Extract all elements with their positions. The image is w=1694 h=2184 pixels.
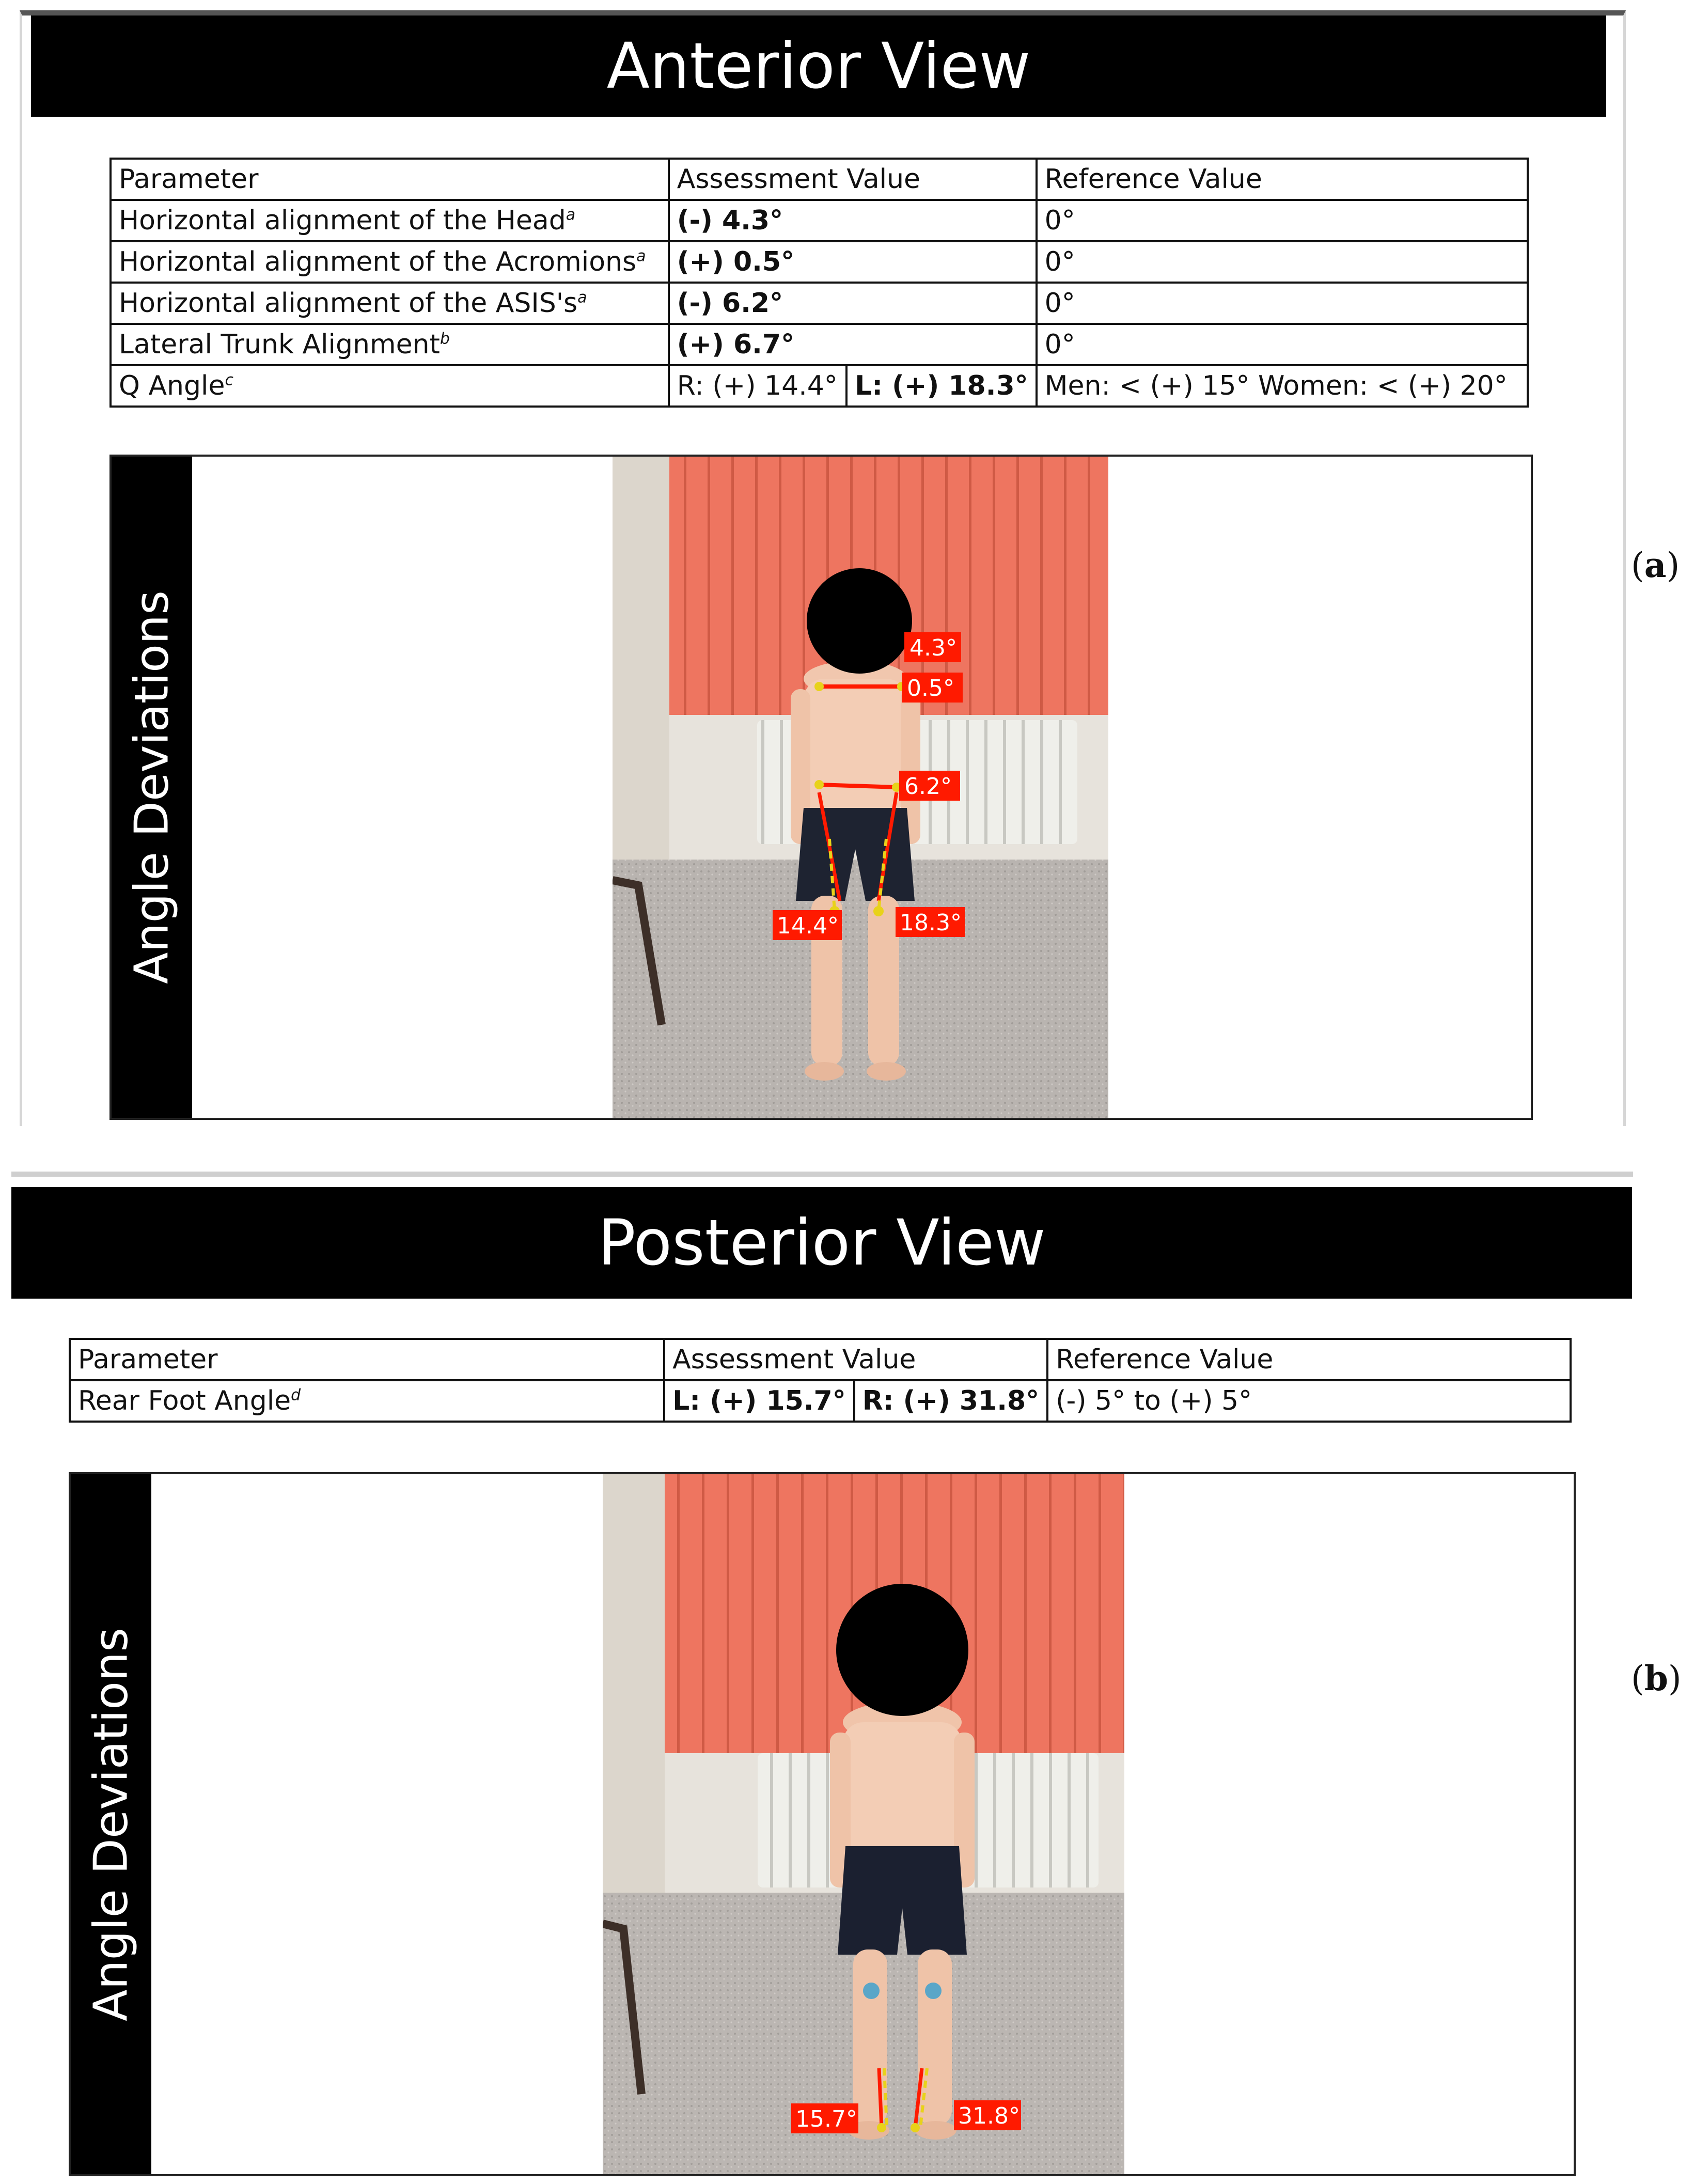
- ref-cell: 0°: [1037, 200, 1528, 241]
- value-cell: (+) 0.5°: [669, 241, 1037, 283]
- acromion-angle-label: 0.5°: [907, 675, 954, 701]
- header-reference-value: Reference Value: [1047, 1339, 1571, 1380]
- q-angle-right-label: 14.4°: [777, 913, 839, 939]
- head-angle-label: 4.3°: [909, 635, 957, 661]
- rear-foot-left-label: 15.7°: [795, 2106, 857, 2132]
- value-cell: (-) 6.2°: [669, 283, 1037, 324]
- posterior-parameter-table: [69, 1338, 1572, 1423]
- header-assessment-value: Assessment Value: [669, 159, 1037, 200]
- table-row: [111, 283, 1528, 324]
- ref-cell: 0°: [1037, 283, 1528, 324]
- rear-foot-right-cell: R: (+) 31.8°: [854, 1380, 1047, 1422]
- anterior-view-header: [31, 15, 1606, 117]
- q-angle-right-cell: R: (+) 14.4°: [669, 365, 846, 407]
- ref-cell: Men: < (+) 15° Women: < (+) 20°: [1037, 365, 1528, 407]
- header-parameter: Parameter: [111, 159, 669, 200]
- table-header-row: [111, 159, 1528, 200]
- ref-cell: 0°: [1037, 241, 1528, 283]
- anterior-view-title: Anterior View: [606, 29, 1031, 103]
- param-cell: Q Angle$^c$: [111, 365, 669, 407]
- angle-deviations-sidebar: [71, 1474, 151, 2174]
- posterior-view-header: [11, 1187, 1632, 1299]
- rear-foot-left-cell: L: (+) 15.7°: [664, 1380, 854, 1422]
- posterior-deviations-panel: [69, 1472, 1576, 2176]
- value-cell: (-) 4.3°: [669, 200, 1037, 241]
- header-parameter: Parameter: [70, 1339, 664, 1380]
- param-cell: Lateral Trunk Alignment$^b$: [111, 324, 669, 365]
- anterior-parameter-table: [109, 158, 1529, 408]
- header-assessment-value: Assessment Value: [664, 1339, 1047, 1380]
- value-cell: (+) 6.7°: [669, 324, 1037, 365]
- angle-deviations-label: Angle Deviations: [84, 1627, 138, 2021]
- q-angle-left-label: 18.3°: [900, 910, 962, 936]
- table-row: [70, 1380, 1571, 1422]
- ref-cell: 0°: [1037, 324, 1528, 365]
- param-cell: Rear Foot Angle$^d$: [70, 1380, 664, 1422]
- q-angle-left-cell: L: (+) 18.3°: [846, 365, 1037, 407]
- table-row: [111, 324, 1528, 365]
- anterior-posture-photo: [613, 457, 1108, 1118]
- panel-letter-a: (a): [1631, 545, 1680, 585]
- table-header-row: [70, 1339, 1571, 1380]
- panel-letter-b: (b): [1631, 1658, 1682, 1698]
- param-cell: Horizontal alignment of the Head$^a$: [111, 200, 669, 241]
- rear-foot-right-label: 31.8°: [958, 2103, 1020, 2129]
- param-cell: Horizontal alignment of the Acromions$^a$: [111, 241, 669, 283]
- table-row: [111, 241, 1528, 283]
- param-cell: Horizontal alignment of the $ASIS's^a$: [111, 283, 669, 324]
- angle-deviations-sidebar: [112, 457, 192, 1118]
- posterior-view-title: Posterior View: [598, 1206, 1046, 1280]
- table-row: [111, 200, 1528, 241]
- ref-cell: (-) 5° to (+) 5°: [1047, 1380, 1571, 1422]
- header-reference-value: Reference Value: [1037, 159, 1528, 200]
- angle-deviations-label: Angle Deviations: [124, 590, 179, 985]
- table-row: [111, 365, 1528, 407]
- posterior-posture-photo: [603, 1474, 1124, 2174]
- asis-angle-label: 6.2°: [904, 773, 952, 800]
- anterior-deviations-panel: [109, 455, 1533, 1120]
